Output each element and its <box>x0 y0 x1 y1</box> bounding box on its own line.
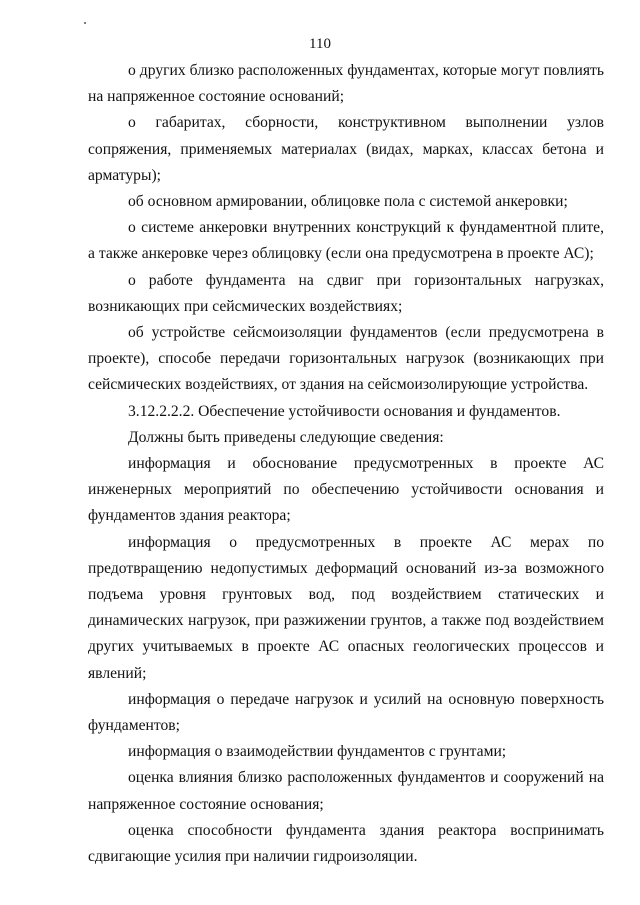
paragraph-reinforcement: об основном армировании, облицовке пола с системой анкеровки; <box>128 193 568 211</box>
paragraph-deformation-prevention: информация о предусмотренных в проекте АС мерах по предотвращению недопустимых деформаций оснований из-за возможного подъема уровня грунтовых вод, под воздействием статических и динамических нагрузок, при разжижении грунтов, а также под воздействием других учитываемых в проекте АС опасных геологических процессов и явлений; <box>88 533 604 682</box>
body-text <box>88 58 604 870</box>
paragraph-nearby-foundations: о других близко расположенных фундаментах, которые могут повлиять на напряженное состояние оснований; <box>88 62 604 106</box>
paragraph-nearby-influence: оценка влияния близко расположенных фундаментов и сооружений на напряженное состояние основания; <box>88 769 604 813</box>
section-heading: 3.12.2.2.2. Обеспечение устойчивости основания и фундаментов. <box>128 402 561 420</box>
paragraph-load-transfer: информация о передаче нагрузок и усилий на основную поверхность фундаментов; <box>88 690 604 735</box>
paragraph-shear: о работе фундамента на сдвиг при горизонтальных нагрузках, возникающих при сейсмических воздействиях; <box>88 271 604 315</box>
paragraph-dimensions: о габаритах, сборности, конструктивном выполнении узлов сопряжения, применяемых материалах (видах, марках, классах бетона и арматуры); <box>88 114 604 184</box>
paragraph-shear-capacity: оценка способности фундамента здания реактора воспринимать сдвигающие усилия при наличии гидроизоляции. <box>88 821 604 866</box>
paragraph-anchoring: о системе анкеровки внутренних конструкций к фундаментной плите, а также анкеровке через облицовку (если она предусмотрена в проекте АС); <box>88 219 604 263</box>
scan-speck <box>84 22 86 24</box>
paragraph-seismic-isolation: об устройстве сейсмоизоляции фундаментов (если предусмотрена в проекте), способе передачи горизонтальных нагрузок (возникающих при сейсмических воздействиях, от здания на сейсмоизолирующие устройства. <box>88 324 604 394</box>
paragraph-soil-interaction: информация о взаимодействии фундаментов с грунтами; <box>128 743 507 761</box>
paragraph-stability-measures: информация и обоснование предусмотренных в проекте АС инженерных мероприятий по обеспечению устойчивости основания и фундаментов здания реактора; <box>88 455 604 525</box>
paragraph-required-info: Должны быть приведены следующие сведения: <box>128 428 444 446</box>
page-number: 110 <box>309 36 331 52</box>
